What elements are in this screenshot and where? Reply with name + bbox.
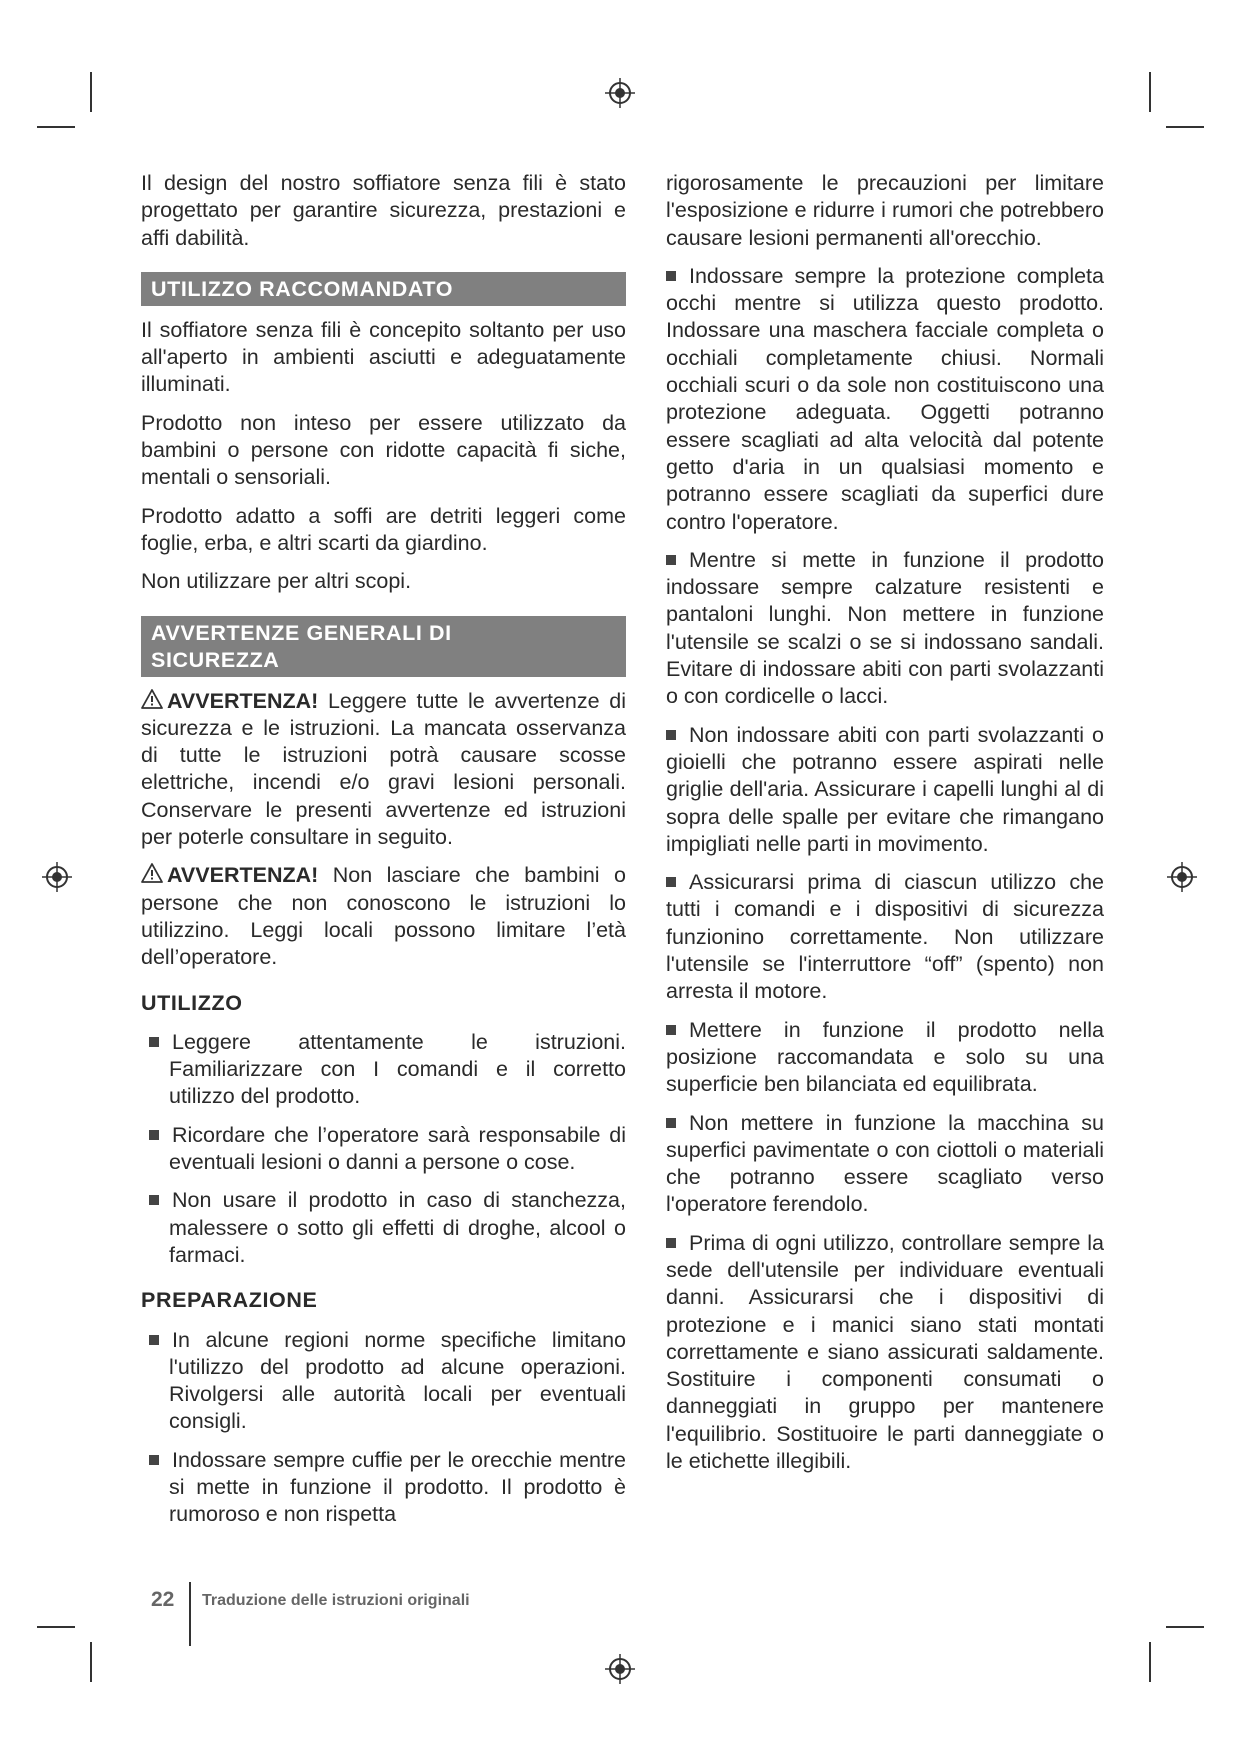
- bullet-square-icon: [149, 1037, 159, 1047]
- crop-mark: [1149, 1642, 1151, 1682]
- registration-mark-icon: [1167, 862, 1197, 892]
- list-item: [666, 263, 1104, 536]
- registration-mark-icon: [605, 78, 635, 108]
- list-item: [141, 1187, 626, 1269]
- registration-mark-icon: [605, 1654, 635, 1684]
- warning-label: AVVERTENZA!: [167, 863, 319, 888]
- list-item: [666, 547, 1104, 711]
- crop-mark: [1149, 72, 1151, 112]
- list-item-text: Non mettere in funzione la macchina su superfici pavimentate o con ciottoli o materiali che potranno essere scagliato verso l'operatore ferendolo.: [666, 1110, 1104, 1217]
- use-list: [141, 1029, 626, 1269]
- list-item-text: Indossare sempre cuffie per le orecchie mentre si mette in funzione il prodotto. Il prodotto è rumoroso e non rispetta: [169, 1447, 626, 1527]
- bullet-square-icon: [666, 555, 676, 565]
- crop-mark: [37, 126, 75, 128]
- subheading-use: UTILIZZO: [141, 990, 243, 1015]
- recommended-paragraph: Prodotto adatto a soffi are detriti leggeri come foglie, erba, e altri scarti da giardino.: [141, 503, 626, 555]
- list-item-text: Non indossare abiti con parti svolazzanti o gioielli che potranno essere aspirati nelle griglie dell'aria. Assicurare i capelli lunghi al di sopra delle spalle per evitare che rimangano impigliati nelle parti in movimento.: [666, 722, 1104, 856]
- bullet-square-icon: [149, 1130, 159, 1140]
- bullet-square-icon: [666, 1238, 676, 1248]
- warning-triangle-icon: [141, 689, 163, 709]
- left-column: [141, 170, 626, 1540]
- section-heading-recommended-use: UTILIZZO RACCOMANDATO: [141, 272, 626, 306]
- recommended-paragraph: Non utilizzare per altri scopi.: [141, 569, 412, 594]
- recommended-paragraph: Il soffiatore senza fili è concepito soltanto per uso all'aperto in ambienti asciutti e adeguatamente illuminati.: [141, 317, 626, 397]
- warning-paragraph: [141, 688, 626, 852]
- bullet-square-icon: [149, 1455, 159, 1465]
- subheading-preparation: PREPARAZIONE: [141, 1288, 318, 1313]
- footer-caption: Traduzione delle istruzioni originali: [202, 1592, 470, 1609]
- list-item: [666, 1017, 1104, 1099]
- footer-divider: [189, 1582, 191, 1646]
- list-item: [666, 869, 1104, 1005]
- list-item-text: Leggere attentamente le istruzioni. Familiarizzare con I comandi e il corretto utilizzo del prodotto.: [169, 1029, 626, 1109]
- list-item-text: Non usare il prodotto in caso di stanchezza, malessere o sotto gli effetti di droghe, alcool o farmaci.: [169, 1188, 626, 1267]
- continuation-paragraph: rigorosamente le precauzioni per limitare l'esposizione e ridurre i rumori che potrebbero causare lesioni permanenti all'orecchio.: [666, 171, 1104, 250]
- list-item: [666, 722, 1104, 858]
- intro-paragraph: Il design del nostro soffiatore senza fili è stato progettato per garantire sicurezza, prestazioni e affi dabilità.: [141, 171, 626, 250]
- list-item: [666, 1230, 1104, 1476]
- crop-mark: [37, 1626, 75, 1628]
- list-item-text: Ricordare che l’operatore sarà responsabile di eventuali lesioni o danni a persone o cose.: [169, 1122, 626, 1175]
- bullet-square-icon: [666, 271, 676, 281]
- list-item: [141, 1029, 626, 1111]
- bullet-square-icon: [666, 877, 676, 887]
- crop-mark: [90, 1642, 92, 1682]
- warning-text: Non lasciare che bambini o persone che non conoscono le istruzioni lo utilizzino. Leggi locali possono limitare l’età dell’operatore.: [141, 863, 626, 970]
- warning-label: AVVERTENZA!: [167, 688, 319, 713]
- crop-mark: [1166, 1626, 1204, 1628]
- bullet-square-icon: [666, 1118, 676, 1128]
- crop-mark: [1166, 126, 1204, 128]
- registration-mark-icon: [42, 862, 72, 892]
- bullet-square-icon: [666, 730, 676, 740]
- warning-text: Leggere tutte le avvertenze di sicurezza e le istruzioni. La mancata osservanza di tutte le istruzioni potrà causare scosse elettriche, incendi e/o gravi lesioni personali. Conservare le presenti avvertenze ed istruzioni per poterle consultare in seguito.: [141, 688, 626, 850]
- preparation-list: [141, 1327, 626, 1529]
- list-item: [666, 1110, 1104, 1219]
- bullet-square-icon: [666, 1025, 676, 1035]
- list-item-text: Prima di ogni utilizzo, controllare sempre la sede dell'utensile per individuare eventuali danni. Assicurarsi che i dispositivi di protezione e i manici siano stati montati correttamente e siano assicurati saldamente. Sostituire i componenti consumati o danneggiati in gruppo per mantenere l'equilibrio. Sostituoire le parti danneggiate o le etichette illegibili.: [666, 1230, 1104, 1474]
- list-item: [141, 1122, 626, 1177]
- bullet-square-icon: [149, 1195, 159, 1205]
- list-item: [141, 1447, 626, 1529]
- bullet-square-icon: [149, 1335, 159, 1345]
- warning-triangle-icon: [141, 863, 163, 883]
- right-column: [666, 170, 1104, 1486]
- section-heading-safety-warnings: [141, 616, 626, 677]
- recommended-paragraph: Prodotto non inteso per essere utilizzato da bambini o persone con ridotte capacità fi siche, mentali o sensoriali.: [141, 410, 626, 490]
- list-item: [141, 1327, 626, 1436]
- safety-heading-line: SICUREZZA: [151, 647, 280, 672]
- warning-paragraph: [141, 862, 626, 971]
- page-number: 22: [151, 1588, 175, 1611]
- safety-list: [666, 263, 1104, 1475]
- list-item-text: Mettere in funzione il prodotto nella posizione raccomandata e solo su una superficie ben bilanciata ed equilibrata.: [666, 1017, 1104, 1097]
- list-item-text: Mentre si mette in funzione il prodotto indossare sempre calzature resistenti e pantaloni lunghi. Non mettere in funzione l'utensile se scalzi o se si indossano sandali. Evitare di indossare abiti con parti svolazzanti o con cordicelle o lacci.: [666, 547, 1104, 709]
- crop-mark: [90, 72, 92, 112]
- list-item-text: Indossare sempre la protezione completa occhi mentre si utilizza questo prodotto. Indossare una maschera facciale completa o occhiali completamente chiusi. Normali occhiali scuri o da sole non costituiscono una protezione adeguata. Oggetti potranno essere scagliati ad alta velocità dal potente getto d'aria in un qualsiasi momento e potranno essere scagliati da superfici dure contro l'operatore.: [666, 263, 1104, 534]
- safety-heading-line: AVVERTENZE GENERALI DI: [151, 620, 452, 645]
- list-item-text: In alcune regioni norme specifiche limitano l'utilizzo del prodotto ad alcune operazioni. Rivolgersi alle autorità locali per eventuali consigli.: [169, 1327, 626, 1434]
- list-item-text: Assicurarsi prima di ciascun utilizzo che tutti i comandi e i dispositivi di sicurezza funzionino correttamente. Non utilizzare l'utensile se l'interruttore “off” (spento) non arresta il motore.: [666, 870, 1104, 1004]
